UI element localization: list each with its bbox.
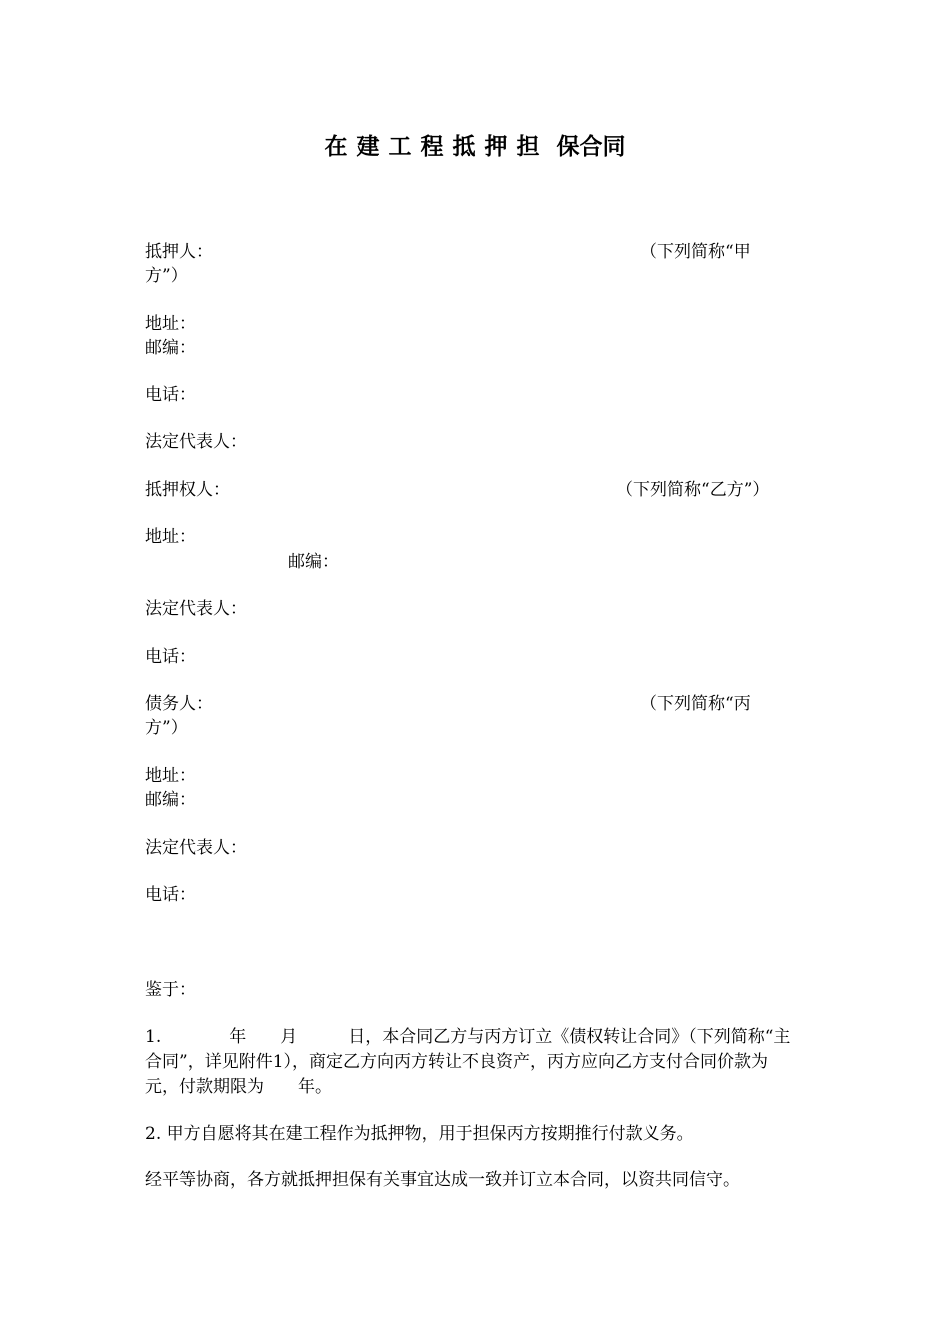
mortgagor-alias-continued: 方”） bbox=[145, 266, 188, 286]
mortgagee-address-label: 地址： bbox=[145, 527, 196, 547]
document-title bbox=[0, 128, 950, 161]
debtor-address-label: 地址： bbox=[145, 766, 196, 786]
title-rest-part: 保合同 bbox=[556, 134, 626, 160]
mortgagor-legal-rep-label: 法定代表人： bbox=[145, 432, 247, 452]
closing-statement: 经平等协商，各方就抵押担保有关事宜达成一致并订立本合同，以资共同信守。 bbox=[145, 1170, 740, 1190]
debtor-postcode-label: 邮编： bbox=[145, 790, 196, 810]
whereas-item-2: 2. 甲方自愿将其在建工程作为抵押物，用于担保丙方按期推行付款义务。 bbox=[145, 1124, 694, 1144]
mortgagee-postcode-label: 邮编： bbox=[288, 552, 339, 572]
mortgagor-address-label: 地址： bbox=[145, 314, 196, 334]
debtor-alias: （下列简称“丙 bbox=[640, 694, 751, 714]
whereas-label: 鉴于： bbox=[145, 980, 196, 1000]
mortgagor-alias: （下列简称“甲 bbox=[640, 242, 751, 262]
mortgagee-label: 抵押权人： bbox=[145, 480, 230, 500]
mortgagee-phone-label: 电话： bbox=[145, 647, 196, 667]
mortgagor-phone-label: 电话： bbox=[145, 385, 196, 405]
debtor-phone-label: 电话： bbox=[145, 885, 196, 905]
debtor-alias-continued: 方”） bbox=[145, 718, 188, 738]
title-spaced-part: 在建工程抵押担 bbox=[324, 134, 549, 160]
mortgagee-legal-rep-label: 法定代表人： bbox=[145, 599, 247, 619]
debtor-label: 债务人： bbox=[145, 694, 213, 714]
debtor-legal-rep-label: 法定代表人： bbox=[145, 838, 247, 858]
mortgagor-postcode-label: 邮编： bbox=[145, 338, 196, 358]
mortgagor-label: 抵押人： bbox=[145, 242, 213, 262]
whereas-item-1: 1. 年 月 日，本合同乙方与丙方订立《债权转让合同》（下列简称“主合同”，详见附件1），商定乙方向丙方转让不良资产，丙方应向乙方支付合同价款为 元，付款期限为 年。 bbox=[145, 1027, 820, 1097]
mortgagee-alias: （下列简称“乙方”） bbox=[616, 480, 770, 500]
